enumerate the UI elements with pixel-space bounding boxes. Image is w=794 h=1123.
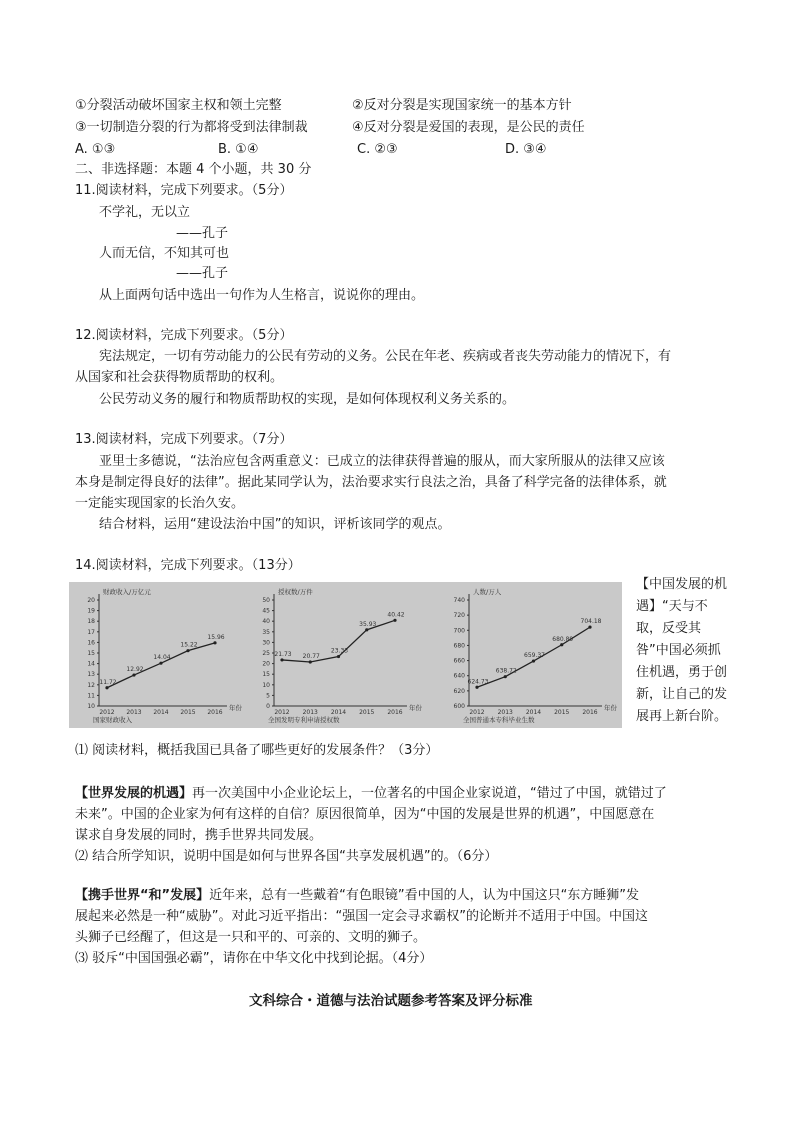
q11-task: 从上面两句话中选出一句作为人生格言，说说你的理由。 — [99, 288, 425, 303]
y-tick-label: 15 — [262, 671, 270, 679]
q10-choice-d: D. ③④ — [505, 142, 547, 157]
y-tick-label: 10 — [87, 703, 95, 710]
data-point — [588, 626, 591, 629]
y-tick-label: 16 — [87, 639, 95, 647]
y-axis-label: 授权数/万件 — [278, 588, 313, 596]
x-tick-label: 2013 — [126, 709, 142, 716]
q10-statement-4: ④反对分裂是爱国的表现，是公民的责任 — [352, 120, 585, 135]
data-point — [186, 649, 189, 652]
y-tick-label: 17 — [87, 628, 95, 636]
x-tick-label: 2012 — [99, 709, 115, 716]
y-tick-label: 620 — [453, 687, 465, 695]
q12-paragraph-line: 宪法规定，一切有劳动能力的公民有劳动的义务。公民在年老、疾病或者丧失劳动能力的情况下，有 — [99, 349, 672, 364]
y-tick-label: 700 — [453, 627, 465, 635]
q14-paragraph-3-line1 — [75, 887, 639, 905]
y-tick-label: 5 — [266, 692, 270, 700]
q14-side-text: 【中国发展的机遇】“天与不取，反受其咎”中国必须抓住机遇，勇于创新，让自己的发展再上新台阶。 — [636, 577, 728, 724]
y-axis-label: 人数/万人 — [473, 588, 502, 596]
q10-choice-a: A. ①③ — [75, 142, 116, 157]
paragraph-text: 再一次美国中小企业论坛上，一位著名的中国企业家说道，“错过了中国，就错过了 — [192, 786, 667, 801]
data-label: 21.73 — [274, 650, 292, 658]
data-point — [475, 686, 478, 689]
x-axis-label: 年份 — [604, 704, 617, 712]
data-label: 704.18 — [580, 618, 602, 626]
data-label: 15.22 — [180, 641, 198, 649]
q11-attribution-2: ——孔子 — [176, 266, 229, 281]
data-point — [560, 643, 563, 646]
q11-stem: 11.阅读材料，完成下列要求。（5分） — [75, 183, 293, 198]
y-tick-label: 720 — [453, 612, 465, 620]
y-tick-label: 600 — [453, 703, 465, 710]
y-tick-label: 0 — [266, 703, 270, 710]
x-tick-label: 2015 — [359, 709, 375, 716]
data-label: 638.72 — [495, 667, 517, 675]
x-tick-label: 2013 — [302, 709, 318, 716]
y-tick-label: 10 — [262, 681, 270, 689]
q11-quote-1: 不学礼，无以立 — [99, 205, 191, 220]
q13-paragraph-line: 亚里士多德说，“法治应包含两重意义：已成立的法律获得普遍的服从，而大家所服从的法律又应该 — [99, 454, 665, 469]
q13-paragraph-line: 本身是制定得良好的法律”。据此某同学认为，法治要求实行良法之治，具备了科学完备的法律体系，就 — [75, 475, 667, 490]
data-point — [105, 686, 108, 689]
x-tick-label: 2014 — [525, 709, 542, 716]
q12-paragraph-line: 从国家和社会获得物质帮助的权利。 — [75, 370, 284, 385]
q14-sub2: ⑵ 结合所学知识，说明中国是如何与世界各国“共享发展机遇”的。（6分） — [75, 849, 498, 864]
y-tick-label: 20 — [262, 660, 270, 668]
data-label: 20.77 — [302, 652, 320, 660]
y-tick-label: 30 — [262, 639, 270, 647]
q13-task: 结合材料，运用“建设法治中国”的知识，评析该同学的观点。 — [99, 517, 451, 532]
y-tick-label: 740 — [453, 597, 465, 604]
x-axis-label: 年份 — [409, 704, 422, 712]
y-tick-label: 50 — [262, 597, 270, 604]
data-label: 14.04 — [153, 654, 171, 662]
q12-stem: 12.阅读材料，完成下列要求。（5分） — [75, 328, 293, 343]
q10-choice-b: B. ①④ — [218, 142, 259, 157]
q10-choice-c: C. ②③ — [357, 142, 398, 157]
data-point — [393, 619, 396, 622]
q14-sub3: ⑶ 驳斥“中国国强必霸”，请你在中华文化中找到论据。（4分） — [75, 951, 433, 966]
y-tick-label: 12 — [87, 681, 95, 689]
y-tick-label: 18 — [87, 618, 95, 626]
q14-paragraph-3-line3: 头狮子已经醒了，但这是一只和平的、可亲的、文明的狮子。 — [75, 930, 427, 945]
x-tick-label: 2016 — [582, 709, 598, 716]
data-label: 15.96 — [207, 633, 225, 641]
chart-caption: 全国发明专利申请授权数 — [268, 716, 340, 724]
x-tick-label: 2015 — [180, 709, 196, 716]
data-point — [280, 658, 283, 661]
y-tick-label: 19 — [87, 607, 95, 615]
y-tick-label: 25 — [262, 650, 270, 657]
data-point — [532, 659, 535, 662]
q14-paragraph-2-line2: 未来”。中国的企业家为何有这样的自信？原因很简单，因为“中国的发展是世界的机遇”，中国愿意在 — [75, 807, 655, 822]
section-heading: 二、非选择题：本题 4 个小题，共 30 分 — [75, 162, 312, 177]
q14-paragraph-3-line2: 展起来必然是一种“威胁”。对此习近平指出：“强国一定会寻求霸权”的论断并不适用于中国。中国这 — [75, 909, 648, 924]
q13-paragraph-line: 一定能实现国家的长治久安。 — [75, 496, 245, 511]
y-tick-label: 660 — [453, 657, 465, 665]
y-tick-label: 14 — [87, 660, 95, 668]
q13-stem: 13.阅读材料，完成下列要求。（7分） — [75, 432, 293, 447]
chart-canvas — [69, 582, 622, 728]
q14-paragraph-2-line1 — [75, 785, 667, 803]
chart-photo — [69, 582, 622, 728]
data-label: 40.42 — [387, 611, 405, 619]
q10-statement-1: ①分裂活动破坏国家主权和领土完整 — [75, 98, 282, 113]
x-tick-label: 2016 — [207, 709, 223, 716]
data-label: 624.73 — [467, 678, 489, 686]
data-point — [213, 641, 216, 644]
y-tick-label: 15 — [87, 650, 95, 657]
data-label: 23.33 — [330, 647, 349, 655]
data-point — [132, 673, 135, 676]
data-point — [309, 660, 312, 663]
y-tick-label: 640 — [453, 672, 465, 680]
y-tick-label: 40 — [262, 618, 270, 626]
x-tick-label: 2012 — [274, 709, 290, 716]
q12-task: 公民劳动义务的履行和物质帮助权的实现，是如何体现权利义务关系的。 — [99, 392, 516, 407]
q10-statement-2: ②反对分裂是实现国家统一的基本方针 — [352, 98, 572, 113]
x-axis-label: 年份 — [229, 704, 242, 712]
data-label: 35.93 — [359, 620, 377, 628]
x-tick-label: 2012 — [469, 709, 485, 716]
section-tag: 【世界发展的机遇】 — [75, 786, 193, 801]
y-tick-label: 13 — [87, 671, 95, 679]
series-line — [107, 643, 215, 688]
q14-paragraph-2-line3: 谋求自身发展的同时，携手世界共同发展。 — [75, 828, 323, 843]
section-tag: 【携手世界“和”发展】 — [75, 888, 210, 903]
data-label: 659.37 — [524, 652, 545, 660]
data-point — [159, 662, 162, 665]
answer-heading: 文科综合・道德与法治试题参考答案及评分标准 — [249, 993, 533, 1009]
y-tick-label: 45 — [262, 607, 270, 615]
x-tick-label: 2014 — [330, 709, 347, 716]
q14-stem: 14.阅读材料，完成下列要求。（13分） — [75, 558, 301, 573]
q14-sub1: ⑴ 阅读材料，概括我国已具备了哪些更好的发展条件？（3分） — [75, 743, 439, 758]
data-point — [504, 675, 507, 678]
data-point — [365, 628, 368, 631]
data-label: 680.89 — [552, 635, 574, 643]
chart-caption: 国家财政收入 — [93, 716, 132, 724]
x-tick-label: 2013 — [497, 709, 513, 716]
data-point — [337, 655, 340, 658]
paragraph-text: 近年来，总有一些戴着“有色眼镜”看中国的人，认为中国这只“东方睡狮”发 — [209, 888, 640, 903]
y-tick-label: 11 — [87, 692, 95, 700]
q11-quote-2: 人而无信，不知其可也 — [99, 246, 230, 261]
y-tick-label: 35 — [262, 628, 270, 636]
chart-caption: 全国普通本专科毕业生数 — [463, 716, 535, 724]
y-axis-label: 财政收入/万亿元 — [103, 588, 151, 596]
y-tick-label: 20 — [87, 597, 95, 604]
q11-attribution-1: ——孔子 — [176, 226, 229, 241]
y-tick-label: 680 — [453, 642, 465, 650]
data-label: 12.92 — [126, 666, 144, 674]
data-label: 11.72 — [99, 678, 117, 686]
x-tick-label: 2015 — [554, 709, 570, 716]
q10-statement-3: ③一切制造分裂的行为都将受到法律制裁 — [75, 120, 308, 135]
x-tick-label: 2016 — [387, 709, 403, 716]
x-tick-label: 2014 — [153, 709, 169, 716]
